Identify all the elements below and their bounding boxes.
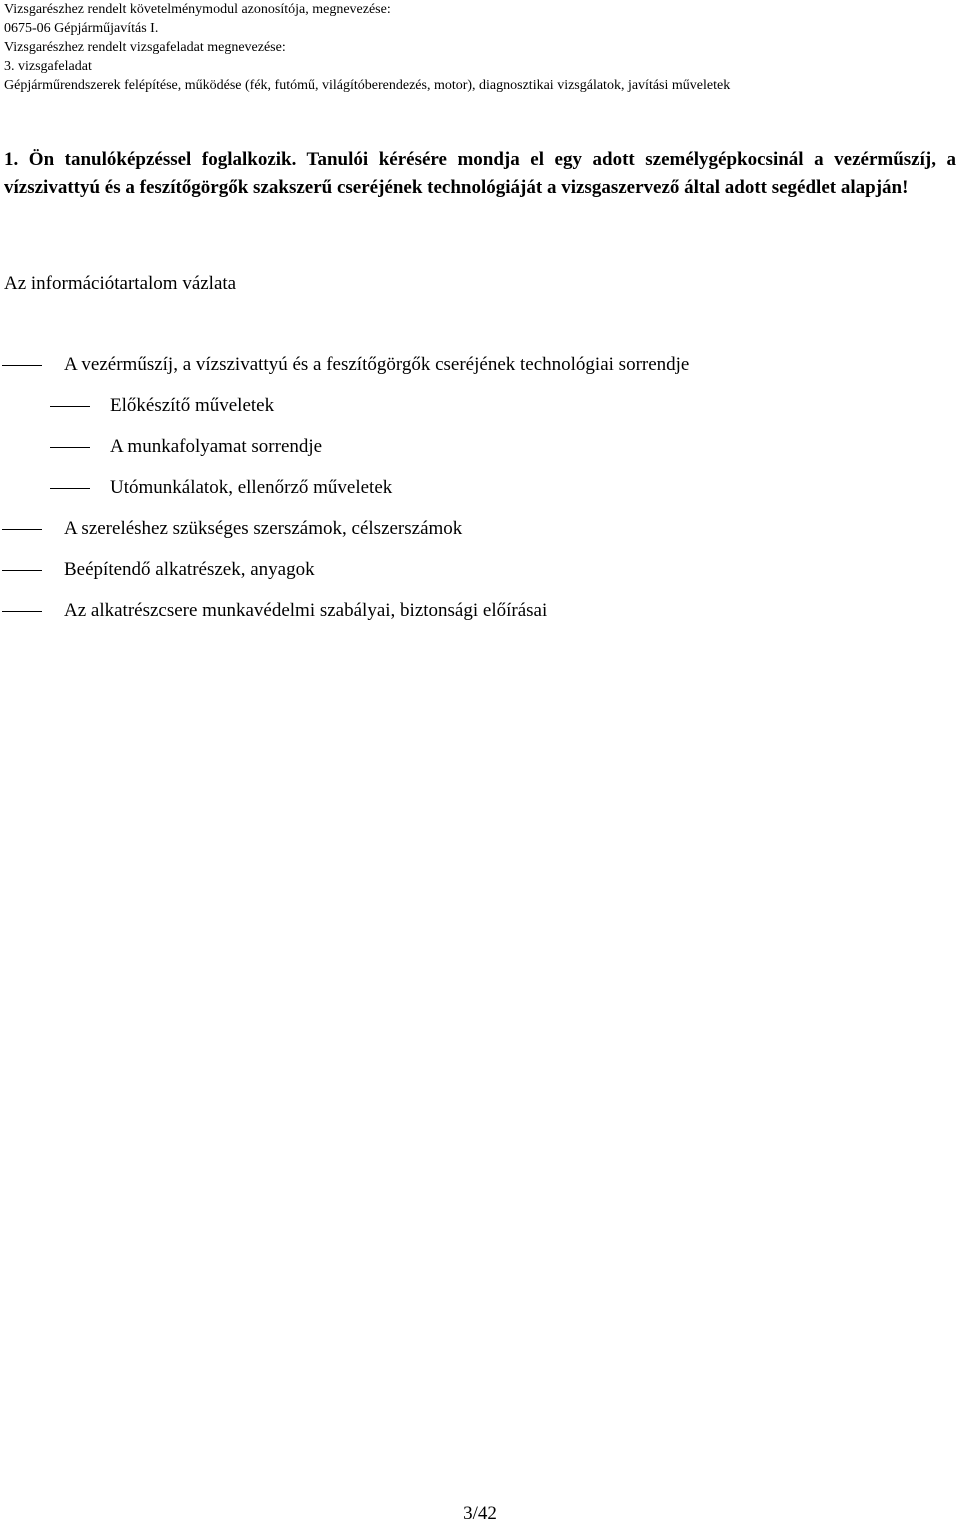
outline-item [0,597,960,638]
outline-subitem [0,392,960,433]
header-task-name: Gépjárműrendszerek felépítése, működése (fék, futómű, világítóberendezés, motor), diagnosztikai vizsgálatok, javítási műveletek [4,78,731,93]
outline-subitem-text: A munkafolyamat sorrendje [110,436,323,457]
dash-bullet [50,406,90,407]
header-module-label: Vizsgarészhez rendelt követelménymodul azonosítója, megnevezése: [4,2,391,17]
dash-bullet [50,447,90,448]
outline-subitem [0,433,960,474]
header-module-name: 0675-06 Gépjárműjavítás I. [4,21,159,36]
dash-bullet [2,365,42,366]
outline-subitem [0,474,960,515]
outline-subitem-text: Utómunkálatok, ellenőrző műveletek [110,477,393,498]
document-header [4,0,956,95]
dash-bullet [2,529,42,530]
header-task-label: Vizsgarészhez rendelt vizsgafeladat megnevezése: [4,40,286,55]
header-task-number: 3. vizsgafeladat [4,59,92,74]
outline-subitem-text: Előkészítő műveletek [110,395,275,416]
outline-item [0,351,960,392]
outline-item [0,515,960,556]
task-statement: 1. Ön tanulóképzéssel foglalkozik. Tanulói kérésére mondja el egy adott személygépkocsinál a vezérműszíj, a vízszivattyú és a feszítőgörgők szakszerű cseréjének technológiáját a vizsgaszervező által adott segédlet alapján! [4,149,956,198]
outline-heading: Az információtartalom vázlata [4,273,237,294]
dash-bullet [2,611,42,612]
outline-list [0,351,960,638]
outline-item-text: Az alkatrészcsere munkavédelmi szabályai, biztonsági előírásai [64,600,548,621]
outline-item-text: A szereléshez szükséges szerszámok, célszerszámok [64,518,463,539]
outline-item [0,556,960,597]
dash-bullet [2,570,42,571]
page-number: 3/42 [463,1503,497,1524]
dash-bullet [50,488,90,489]
outline-item-text: A vezérműszíj, a vízszivattyú és a feszítőgörgők cseréjének technológiai sorrendje [64,354,690,375]
outline-item-text: Beépítendő alkatrészek, anyagok [64,559,315,580]
